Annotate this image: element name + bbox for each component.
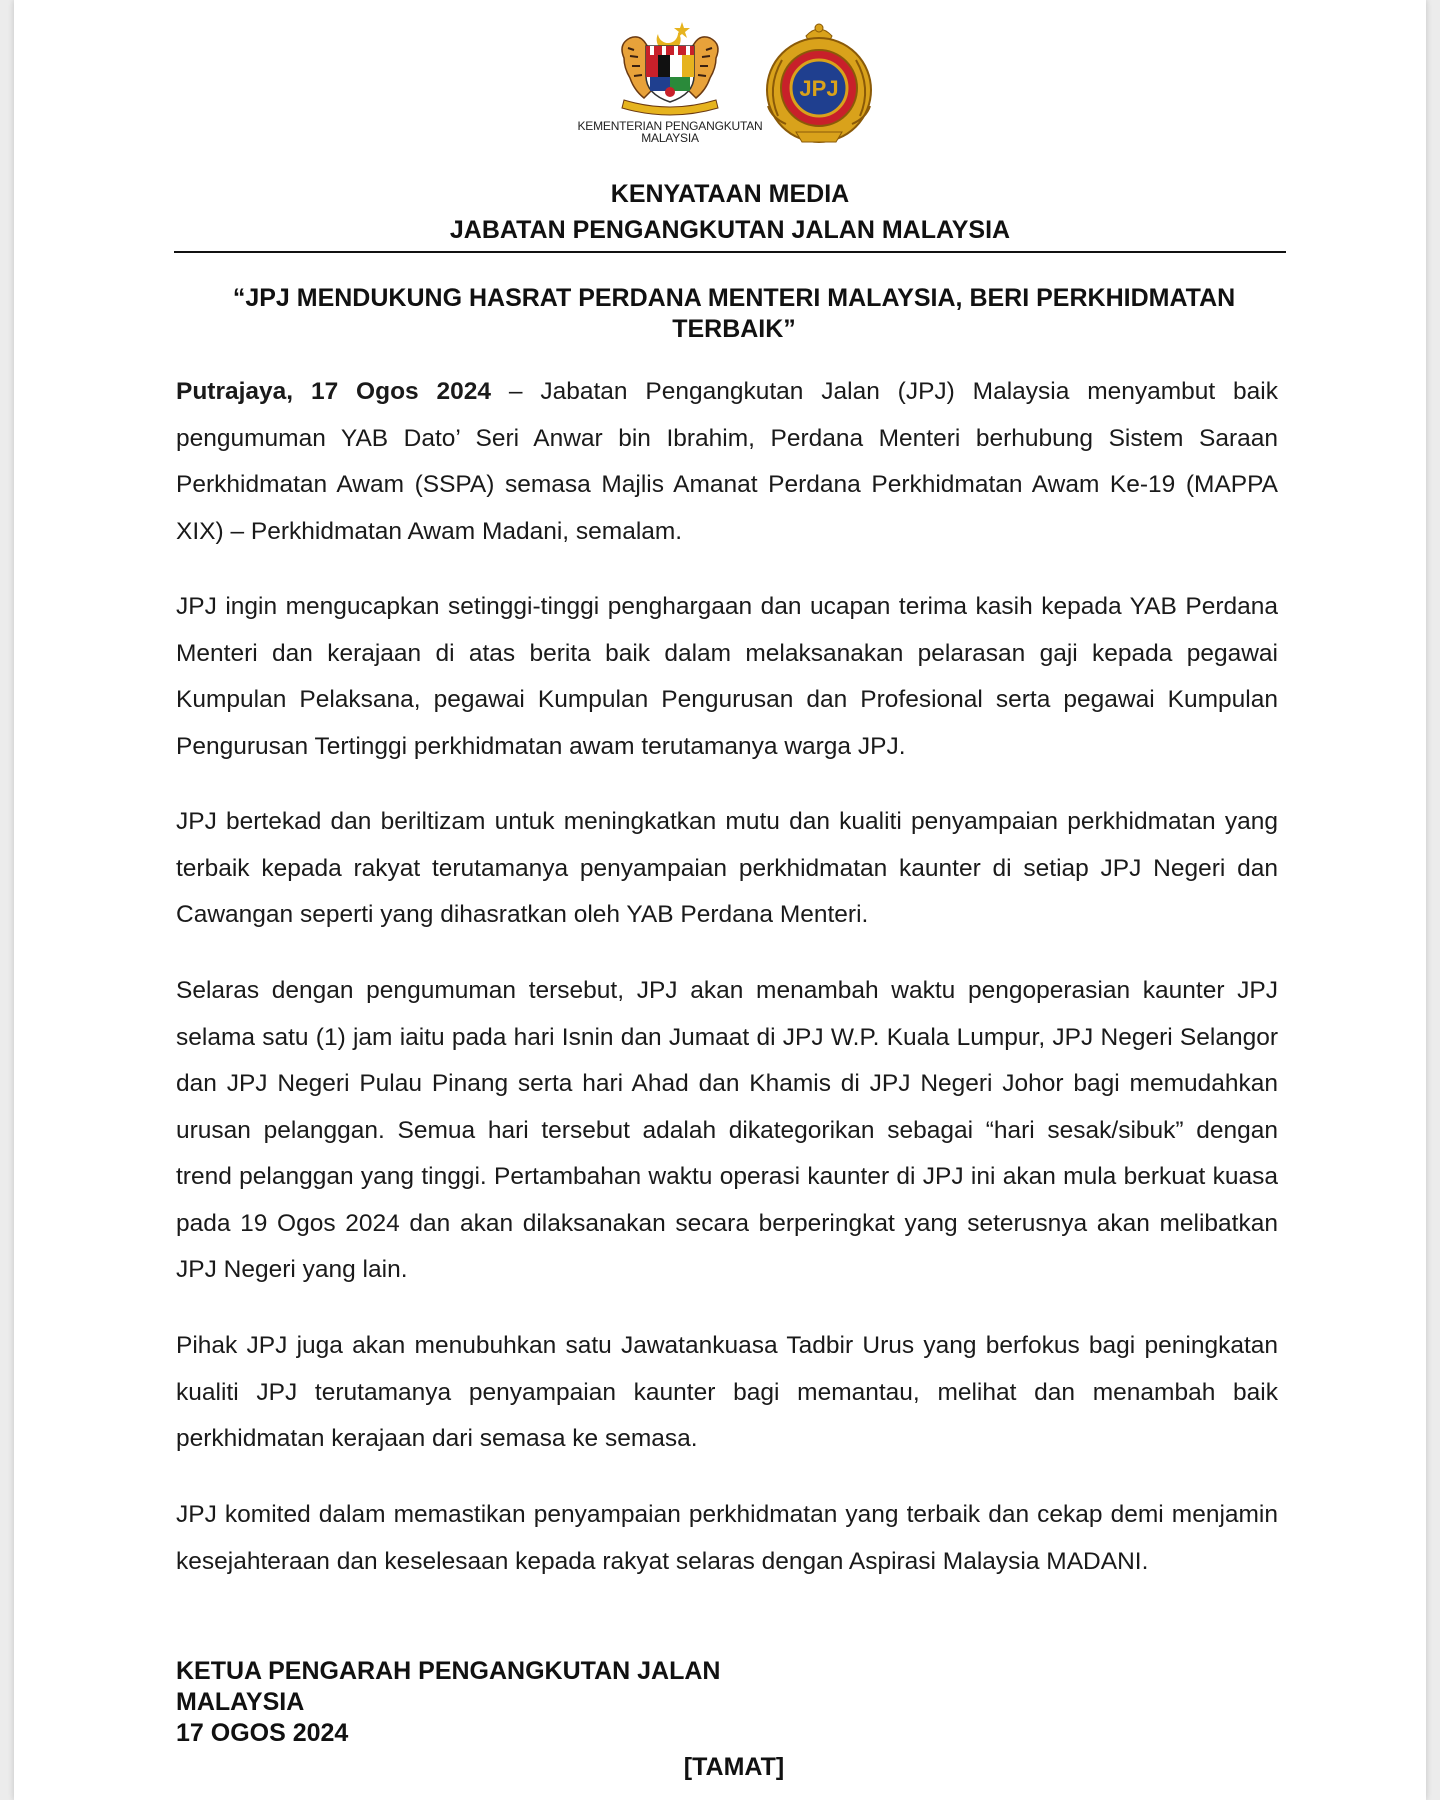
ministry-name-line2: MALAYSIA (641, 131, 699, 145)
ministry-name-line1: KEMENTERIAN PENGANGKUTAN (577, 119, 763, 133)
malaysia-coat-of-arms-icon (610, 18, 730, 116)
paragraph-4: Selaras dengan pengumuman tersebut, JPJ akan menambah waktu pengoperasian kaunter JPJ selama satu (1) jam iaitu pada hari Isnin dan Jumaat di JPJ W.P. Kuala Lumpur, JPJ Negeri Selangor dan JPJ Negeri Pulau Pinang serta hari Ahad dan Khamis di JPJ Negeri Johor bagi memudahkan urusan pelanggan. Semua hari tersebut adalah dikategorikan sebagai “hari sesak/sibuk” dengan trend pelanggan yang tinggi. Pertambahan waktu operasi kaunter di JPJ ini akan mula berkuat kuasa pada 19 Ogos 2024 dan akan dilaksanakan secara berperingkat yang seterusnya akan melibatkan JPJ Negeri yang lain. (176, 977, 1278, 1283)
header-logos (14, 18, 1426, 158)
press-release-page (14, 0, 1426, 1800)
press-release-title: “JPJ MENDUKUNG HASRAT PERDANA MENTERI MALAYSIA, BERI PERKHIDMATAN TERBAIK” (232, 284, 1236, 343)
heading-kenyataan-media: KENYATAAN MEDIA (610, 180, 850, 208)
jpj-logo (756, 20, 882, 146)
dateline: Putrajaya, 17 Ogos 2024 (176, 378, 492, 405)
signoff-title-line1: KETUA PENGARAH PENGANGKUTAN JALAN (176, 1657, 721, 1685)
paragraph-2: JPJ ingin mengucapkan setinggi-tinggi penghargaan dan ucapan terima kasih kepada YAB Perdana Menteri dan kerajaan di atas berita baik dalam melaksanakan pelarasan gaji kepada pegawai Kumpulan Pelaksana, pegawai Kumpulan Pengurusan dan Profesional serta pegawai Kumpulan Pengurusan Tertinggi perkhidmatan awam terutamanya warga JPJ. (176, 593, 1278, 760)
paragraph-1-text: – Jabatan Pengangkutan Jalan (JPJ) Malaysia menyambut baik pengumuman YAB Dato’ Seri Anwar bin Ibrahim, Perdana Menteri berhubung Sistem Saraan Perkhidmatan Awam (SSPA) semasa Majlis Amanat Perdana Perkhidmatan Awam Ke-19 (MAPPA XIX) – Perkhidmatan Awam Madani, semalam. (176, 378, 1278, 545)
ministry-name (562, 120, 778, 144)
paragraph-1 (176, 369, 1278, 555)
paragraph-6: JPJ komited dalam memastikan penyampaian perkhidmatan yang terbaik dan cekap demi menjamin kesejahteraan dan keselesaan kepada rakyat selaras dengan Aspirasi Malaysia MADANI. (176, 1501, 1278, 1575)
paragraph-3: JPJ bertekad dan beriltizam untuk meningkatkan mutu dan kualiti penyampaian perkhidmatan yang terbaik kepada rakyat terutamanya penyampaian perkhidmatan kaunter di setiap JPJ Negeri dan Cawangan seperti yang dihasratkan oleh YAB Perdana Menteri. (176, 808, 1278, 928)
jpj-emblem-letters: JPJ (799, 76, 839, 101)
signoff-date: 17 OGOS 2024 (176, 1719, 349, 1747)
ministry-logo (562, 18, 778, 158)
end-marker: [TAMAT] (683, 1753, 785, 1781)
paragraph-5: Pihak JPJ juga akan menubuhkan satu Jawatankuasa Tadbir Urus yang berfokus bagi peningkatan kualiti JPJ terutamanya penyampaian kaunter bagi memantau, melihat dan menambah baik perkhidmatan kerajaan dari semasa ke semasa. (176, 1332, 1278, 1452)
signoff-block (176, 1656, 876, 1749)
signoff-title-line2: MALAYSIA (176, 1688, 305, 1716)
header-divider (174, 251, 1286, 253)
jpj-emblem-icon (756, 20, 882, 146)
heading-department: JABATAN PENGANGKUTAN JALAN MALAYSIA (449, 216, 1011, 244)
